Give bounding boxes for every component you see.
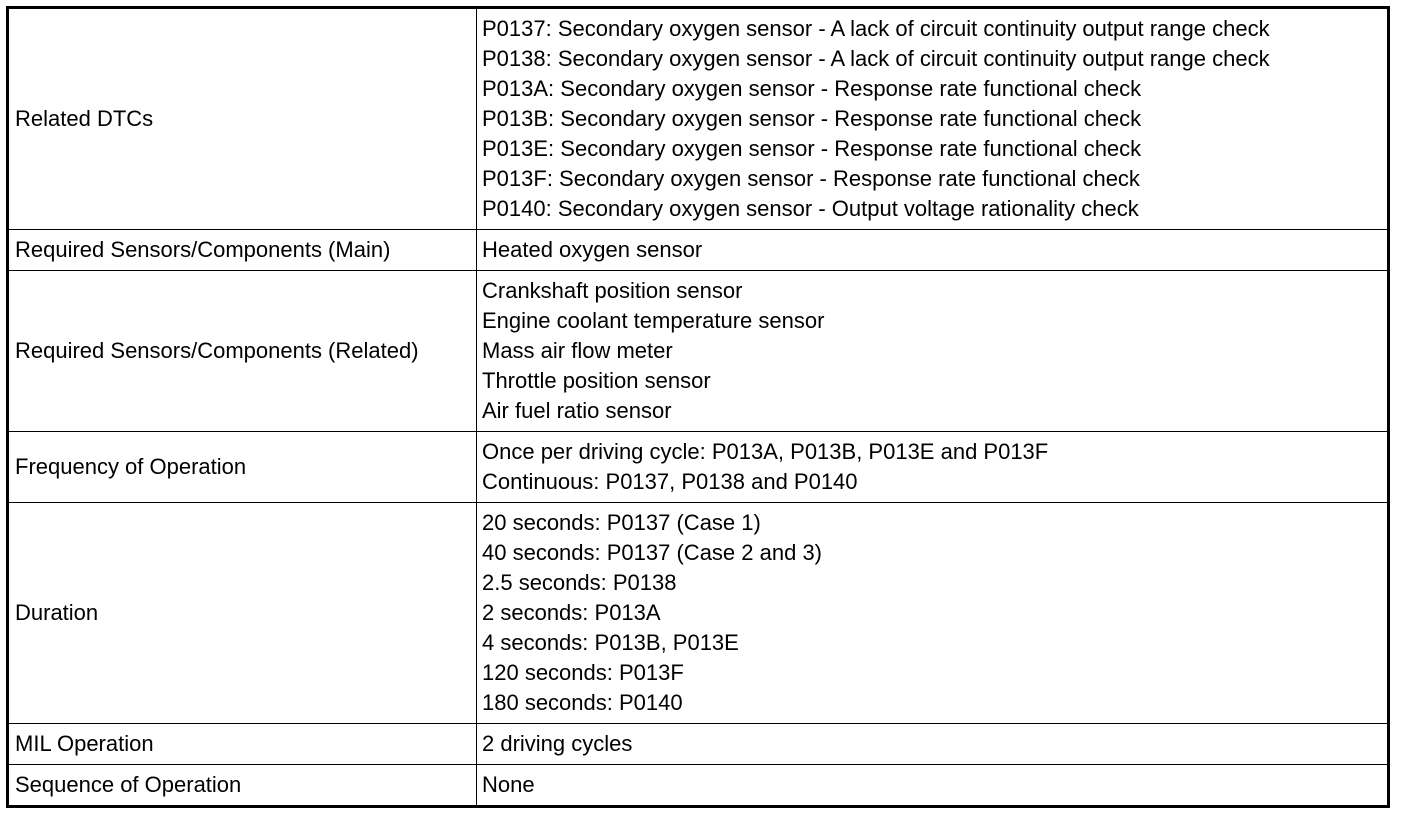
row-value-cell [477,8,1389,230]
value-line: Once per driving cycle: P013A, P013B, P013E and P013F [482,439,1049,464]
value-line: P0140: Secondary oxygen sensor - Output voltage rationality check [482,196,1139,221]
value-line: Heated oxygen sensor [482,237,703,262]
row-label: Required Sensors/Components (Related) [8,271,477,432]
row-value-cell [477,724,1389,765]
monitor-spec-table [6,6,1390,808]
row-value-cell [477,271,1389,432]
row-value-cell [477,503,1389,724]
value-line: Continuous: P0137, P0138 and P0140 [482,469,858,494]
value-line: Throttle position sensor [482,368,711,393]
row-label: Required Sensors/Components (Main) [8,230,477,271]
value-line: P013E: Secondary oxygen sensor - Response rate functional check [482,136,1142,161]
table-row [8,271,1389,432]
value-line: P013A: Secondary oxygen sensor - Response rate functional check [482,76,1142,101]
row-label: Duration [8,503,477,724]
table-row [8,765,1389,807]
value-line: 2 driving cycles [482,731,633,756]
row-label: Related DTCs [8,8,477,230]
table-row [8,8,1389,230]
value-line: 2.5 seconds: P0138 [482,570,677,595]
table-row [8,503,1389,724]
value-line: 40 seconds: P0137 (Case 2 and 3) [482,540,823,565]
value-line: 120 seconds: P013F [482,660,684,685]
value-line: 20 seconds: P0137 (Case 1) [482,510,761,535]
value-line: P013F: Secondary oxygen sensor - Response rate functional check [482,166,1140,191]
row-value-cell [477,765,1389,807]
value-line: P0138: Secondary oxygen sensor - A lack of circuit continuity output range check [482,46,1270,71]
row-value-cell [477,432,1389,503]
row-value-cell [477,230,1389,271]
value-line: P0137: Secondary oxygen sensor - A lack of circuit continuity output range check [482,16,1270,41]
table-row [8,432,1389,503]
row-label: Frequency of Operation [8,432,477,503]
value-line: 180 seconds: P0140 [482,690,683,715]
spec-table-body [8,8,1389,807]
value-line: Mass air flow meter [482,338,673,363]
value-line: 4 seconds: P013B, P013E [482,630,739,655]
table-row [8,230,1389,271]
value-line: Air fuel ratio sensor [482,398,672,423]
value-line: Crankshaft position sensor [482,278,743,303]
row-label: Sequence of Operation [8,765,477,807]
row-label: MIL Operation [8,724,477,765]
value-line: 2 seconds: P013A [482,600,661,625]
value-line: P013B: Secondary oxygen sensor - Response rate functional check [482,106,1142,131]
value-line: Engine coolant temperature sensor [482,308,825,333]
table-row [8,724,1389,765]
value-line: None [482,772,535,797]
